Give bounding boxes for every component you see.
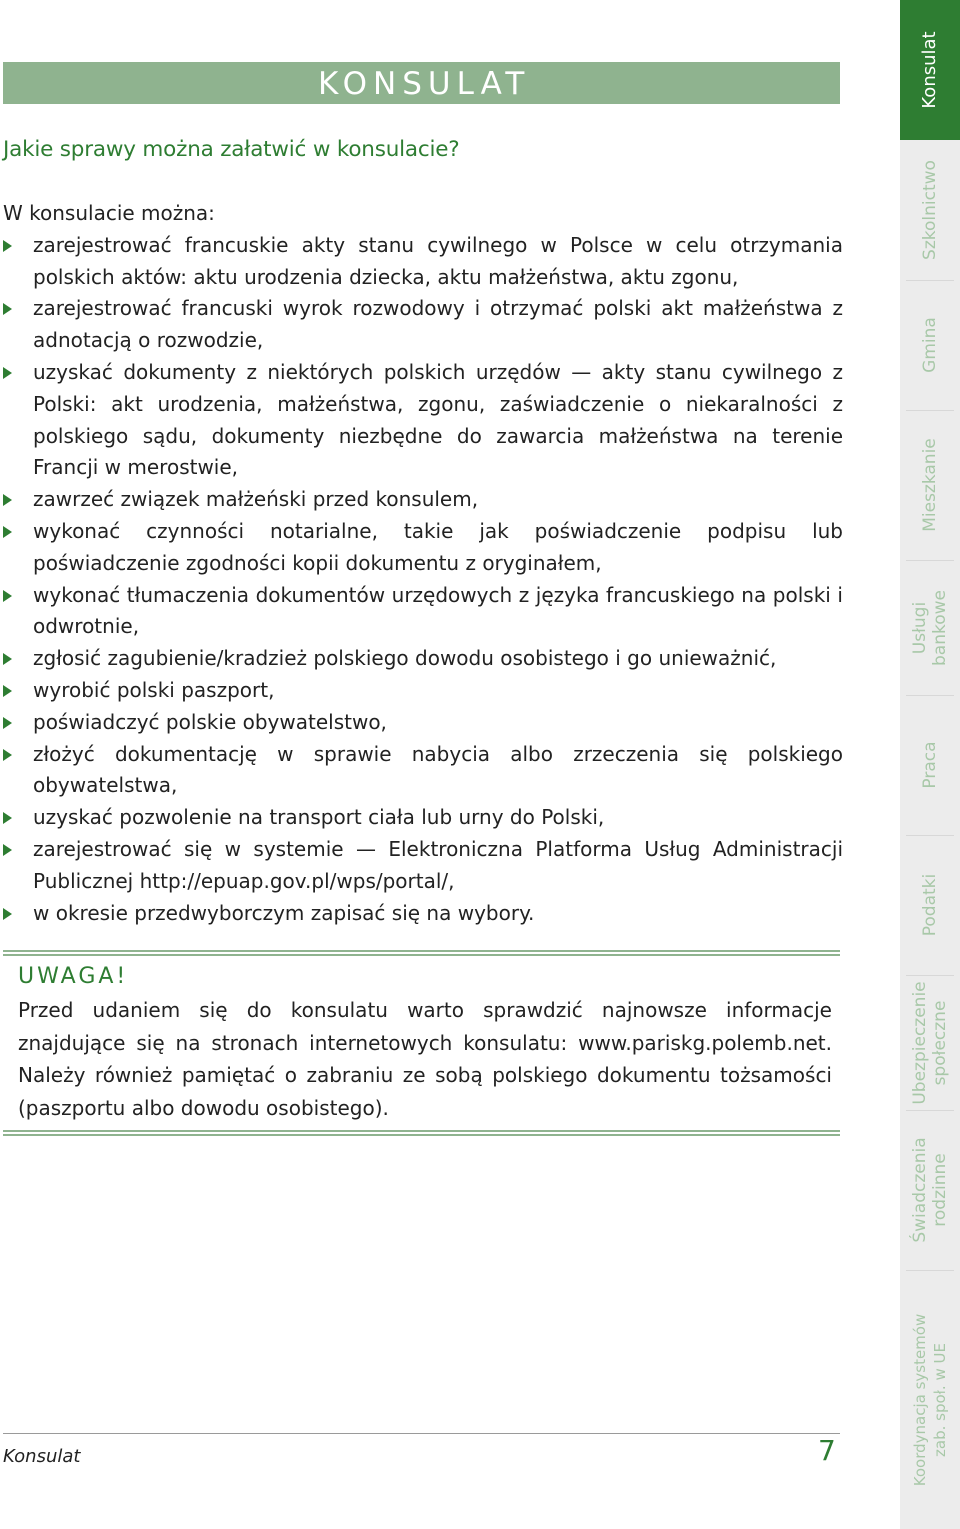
list-item: zarejestrować się w systemie — Elektroniczna Platforma Usług Administracji Publicznej http://epuap.gov.pl/wps/portal/, — [3, 834, 843, 898]
tab-konsulat[interactable] — [900, 0, 960, 140]
warning-bottom-rule — [3, 1130, 840, 1136]
intro-text: W konsulacie można: — [3, 201, 215, 225]
arrow-bullet-icon — [3, 653, 12, 665]
tab-label: Konsulat — [919, 31, 940, 109]
arrow-bullet-icon — [3, 240, 12, 252]
list-item: wyrobić polski paszport, — [3, 675, 843, 707]
arrow-bullet-icon — [3, 526, 12, 538]
list-item: zarejestrować francuskie akty stanu cywilnego w Polsce w celu otrzymania polskich aktów: aktu urodzenia dziecka, aktu małżeństwa, aktu zgonu, — [3, 230, 843, 294]
tab-label: Gmina — [920, 317, 940, 373]
tab-mieszkanie[interactable] — [900, 410, 960, 560]
list-item: zgłosić zagubienie/kradzież polskiego dowodu osobistego i go unieważnić, — [3, 643, 843, 675]
arrow-bullet-icon — [3, 685, 12, 697]
list-item: zarejestrować francuski wyrok rozwodowy i otrzymać polski akt małżeństwa z adnotacją o rozwodzie, — [3, 293, 843, 357]
services-list — [3, 230, 843, 930]
tab-szkolnictwo[interactable] — [900, 140, 960, 280]
tab-label: bankowe — [930, 589, 950, 666]
tab-koordynacja[interactable] — [900, 1270, 960, 1529]
arrow-bullet-icon — [3, 844, 12, 856]
section-tabs-sidebar — [900, 0, 960, 1529]
page-title: KONSULAT — [318, 66, 531, 102]
arrow-bullet-icon — [3, 367, 12, 379]
list-item: uzyskać dokumenty z niektórych polskich urzędów — akty stanu cywilnego z Polski: akt urodzenia, małżeństwa, zgonu, zaświadczenie o niekaralności z polskiego sądu, dokumenty niezbędne do zawarcia małżeństwa na terenie Francji w merostwie, — [3, 357, 843, 484]
tab-swiadczenia-rodzinne[interactable] — [900, 1110, 960, 1270]
list-item: poświadczyć polskie obywatelstwo, — [3, 707, 843, 739]
section-question: Jakie sprawy można załatwić w konsulacie? — [3, 137, 460, 162]
tab-label: Mieszkanie — [920, 438, 940, 532]
arrow-bullet-icon — [3, 749, 12, 761]
arrow-bullet-icon — [3, 590, 12, 602]
arrow-bullet-icon — [3, 494, 12, 506]
page-number: 7 — [818, 1434, 836, 1467]
tab-label: Ubezpieczenie — [910, 980, 930, 1105]
tab-label: Podatki — [920, 873, 940, 937]
tab-gmina[interactable] — [900, 280, 960, 410]
arrow-bullet-icon — [3, 812, 12, 824]
list-item: uzyskać pozwolenie na transport ciała lub urny do Polski, — [3, 802, 843, 834]
warning-top-rule — [3, 950, 840, 956]
list-item: wykonać tłumaczenia dokumentów urzędowych z języka francuskiego na polski i odwrotnie, — [3, 580, 843, 644]
tab-label: Świadczenia — [910, 1137, 930, 1243]
tab-podatki[interactable] — [900, 835, 960, 975]
tab-label: zab. społ. w UE — [931, 1342, 949, 1457]
arrow-bullet-icon — [3, 303, 12, 315]
list-item: w okresie przedwyborczym zapisać się na wybory. — [3, 898, 843, 930]
tab-label: Koordynacja systemów — [911, 1313, 929, 1486]
arrow-bullet-icon — [3, 908, 12, 920]
footer-divider — [3, 1433, 840, 1434]
list-item: wykonać czynności notarialne, takie jak poświadczenie podpisu lub poświadczenie zgodności kopii dokumentu z oryginałem, — [3, 516, 843, 580]
tab-label: rodzinne — [930, 1153, 950, 1227]
tab-uslugi-bankowe[interactable] — [900, 560, 960, 695]
tab-praca[interactable] — [900, 695, 960, 835]
tab-label: Praca — [920, 741, 940, 789]
tab-label: Szkolnictwo — [920, 160, 940, 260]
warning-title: UWAGA! — [18, 964, 129, 989]
tab-label: społeczne — [930, 1000, 950, 1085]
list-item: złożyć dokumentację w sprawie nabycia albo zrzeczenia się polskiego obywatelstwa, — [3, 739, 843, 803]
warning-text: Przed udaniem się do konsulatu warto sprawdzić najnowsze informacje znajdujące się na stronach internetowych konsulatu: www.pariskg.polemb.net. Należy również pamiętać o zabraniu ze sobą polskiego dokumentu tożsamości (paszportu albo dowodu osobistego). — [18, 998, 832, 1120]
main-content — [3, 198, 843, 929]
list-item: zawrzeć związek małżeński przed konsulem, — [3, 484, 843, 516]
footer-section-label: Konsulat — [3, 1446, 81, 1467]
tab-label: Usługi — [910, 601, 930, 654]
arrow-bullet-icon — [3, 717, 12, 729]
tab-ubezpieczenie-spoleczne[interactable] — [900, 975, 960, 1110]
